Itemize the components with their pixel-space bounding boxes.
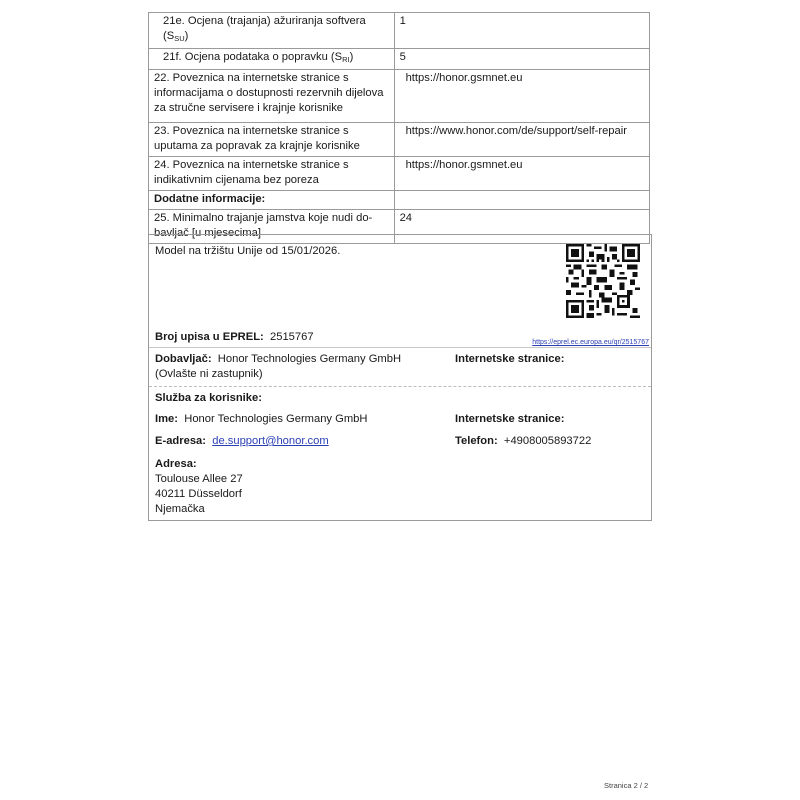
- customer-service-heading: Služba za korisnike:: [155, 392, 262, 404]
- row-value-link[interactable]: https://www.honor.com/de/support/self-repair: [394, 123, 649, 157]
- row-value: 1: [394, 13, 649, 49]
- address-label: Adresa:: [155, 458, 197, 470]
- row-value: 5: [394, 49, 649, 70]
- row-label: 23. Poveznica na internetske stranice s uputama za popravak za krajnje korisnike: [149, 123, 395, 157]
- row-label: [149, 49, 395, 70]
- label-subscript: RI: [342, 55, 350, 64]
- name-value: Honor Technologies Germany GmbH: [184, 413, 368, 425]
- eprel-number-row: [155, 330, 314, 345]
- table-row: [149, 13, 650, 49]
- label-subscript: SU: [174, 34, 185, 43]
- table-row: [149, 123, 650, 157]
- label-text: 21e. Ocjena (trajanja) ažuriranja softvera (S: [163, 15, 366, 42]
- label-suffix: ): [184, 30, 189, 42]
- table-row: [149, 157, 650, 191]
- row-value-link[interactable]: https://honor.gsmnet.eu: [394, 70, 649, 123]
- section-heading-text: Dodatne informacije:: [154, 193, 266, 205]
- qr-code-icon[interactable]: [566, 244, 640, 318]
- row-value: [394, 191, 649, 210]
- product-info-table: [148, 12, 650, 244]
- row-label: 25. Minimalno trajanje jamstva koje nudi do-bavljač [u mjesecima]: [149, 210, 395, 244]
- supplier-label: Dobavljač:: [155, 353, 212, 365]
- email-link[interactable]: de.support@honor.com: [212, 435, 329, 447]
- dashed-divider: [149, 386, 651, 387]
- address-line: Njemačka: [155, 503, 205, 515]
- phone-row: [455, 434, 591, 449]
- supplier-value: Honor Technologies Germany GmbH (Ovlašte ni zastupnik): [155, 353, 402, 380]
- eprel-number: 2515767: [270, 331, 314, 343]
- supplier-row: [155, 352, 445, 382]
- label-suffix: ): [349, 51, 354, 63]
- row-label: 22. Poveznica na internetske stranice s informacijama o dostupnosti rezervnih dijelova za stručne servisere i krajnje korisnike: [149, 70, 395, 123]
- market-date-text: Model na tržištu Unije od 15/01/2026.: [155, 245, 341, 257]
- row-label: 24. Poveznica na internetske stranice s indikativnim cijenama bez poreza: [149, 157, 395, 191]
- divider: [149, 347, 651, 348]
- table-row: [149, 70, 650, 123]
- row-label: [149, 13, 395, 49]
- page-number: Stranica 2 / 2: [604, 781, 649, 790]
- row-value-link[interactable]: https://honor.gsmnet.eu: [394, 157, 649, 191]
- section-heading: [149, 191, 395, 210]
- eprel-label: Broj upisa u EPREL:: [155, 331, 264, 343]
- eprel-qr-link[interactable]: https://eprel.ec.europa.eu/qr/2515767: [532, 339, 649, 346]
- service-website-label: Internetske stranice:: [455, 413, 565, 425]
- row-value: 24: [394, 210, 649, 244]
- service-name-row: [155, 412, 367, 427]
- email-label: E-adresa:: [155, 435, 206, 447]
- supplier-website-label: Internetske stranice:: [455, 353, 565, 365]
- label-text: 21f. Ocjena podataka o popravku (S: [163, 51, 343, 63]
- address-line: 40211 Düsseldorf: [155, 488, 242, 500]
- name-label: Ime:: [155, 413, 179, 425]
- table-row: [149, 191, 650, 210]
- phone-label: Telefon:: [455, 435, 498, 447]
- phone-value: +4908005893722: [503, 435, 592, 447]
- supplier-info-card: [148, 234, 652, 521]
- email-row: [155, 434, 329, 449]
- table-row: [149, 49, 650, 70]
- address-line: Toulouse Allee 27: [155, 473, 243, 485]
